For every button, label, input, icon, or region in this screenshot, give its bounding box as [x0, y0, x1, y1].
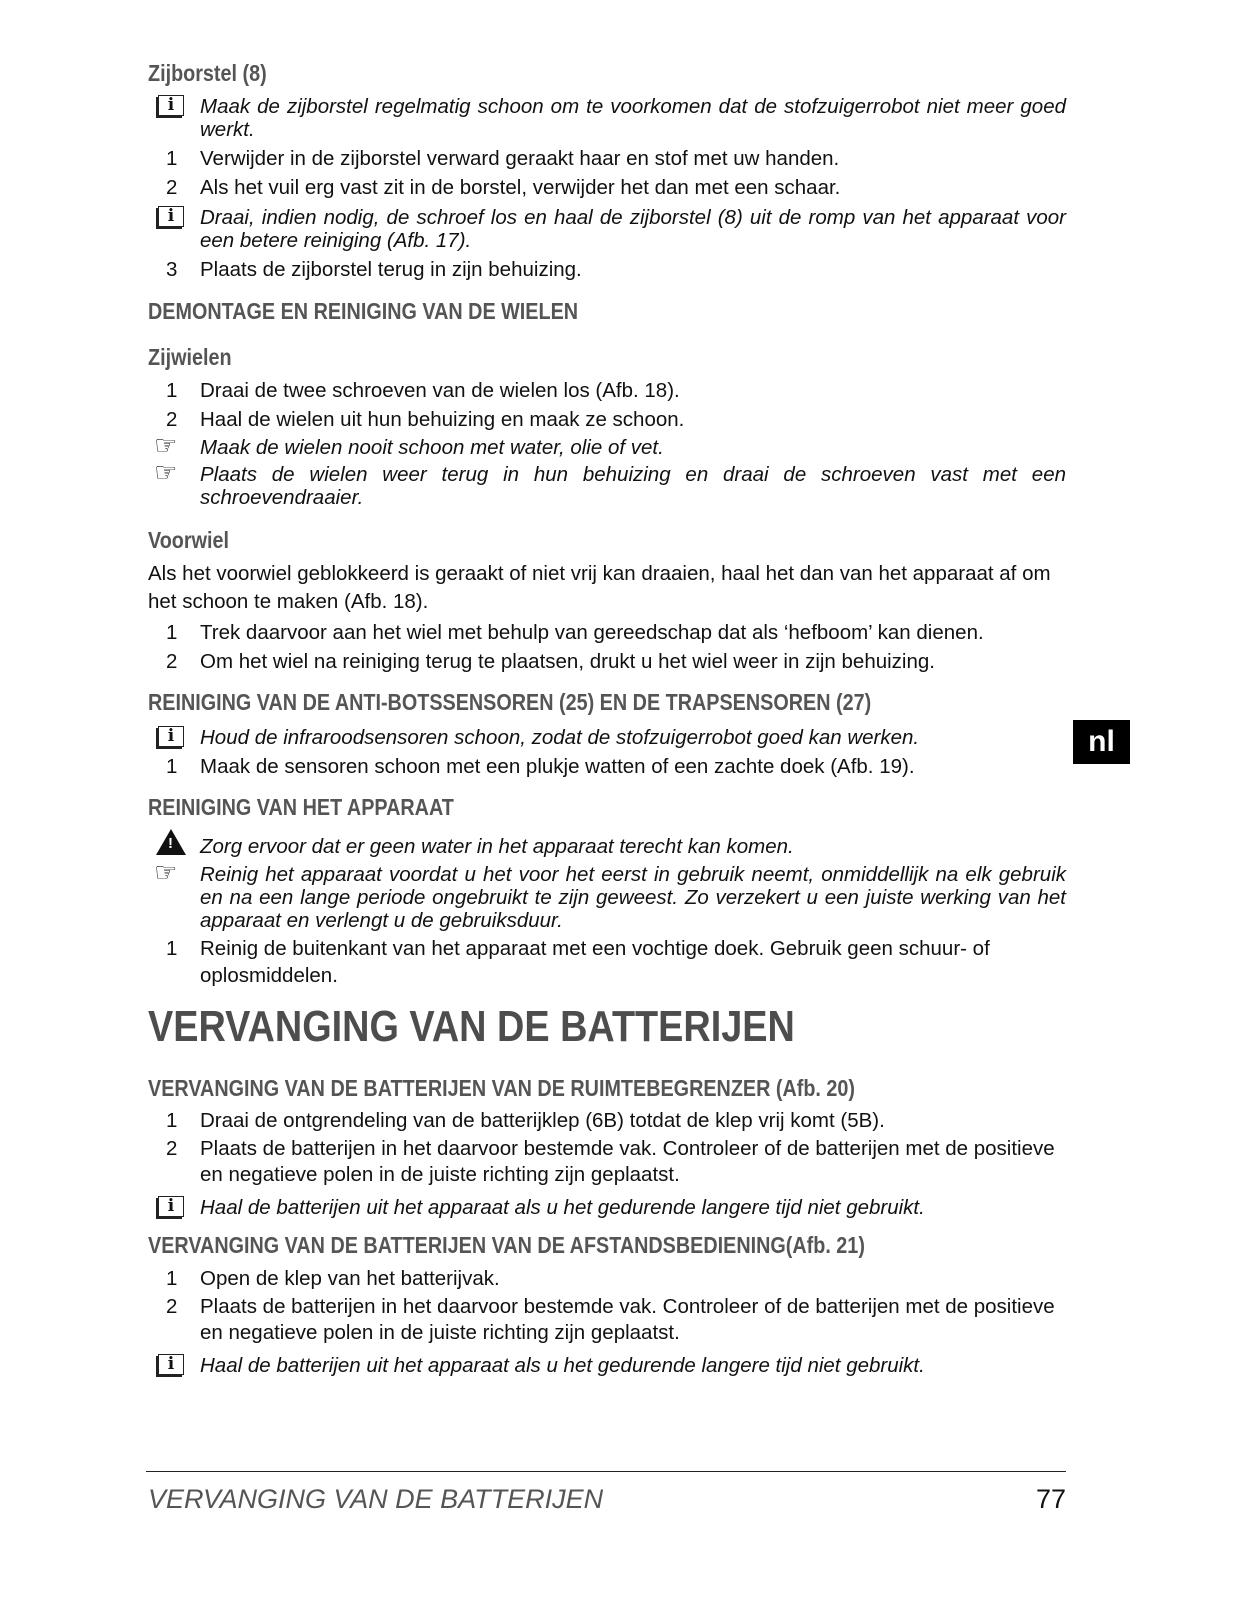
footer-divider — [146, 1471, 1066, 1472]
list-item — [148, 1136, 1066, 1188]
heading-sensoren: REINIGING VAN DE ANTI-BOTSSENSOREN (25) EN DE TRAPSENSOREN (27) — [148, 689, 872, 715]
note-text: Haal de batterijen uit het apparaat als u het gedurende langere tijd niet gebruikt. — [200, 1196, 925, 1219]
list-item — [148, 648, 1066, 675]
note-item — [148, 1196, 1066, 1219]
note-item — [148, 1354, 1066, 1377]
note-text: Houd de infraroodsensoren schoon, zodat de stofzuigerrobot goed kan werken. — [200, 726, 920, 749]
tip-item — [148, 431, 1066, 461]
pointing-hand-icon: ☞ — [154, 858, 178, 888]
pointing-hand-icon: ☞ — [154, 431, 178, 461]
list-text: Om het wiel na reiniging terug te plaatsen, drukt u het wiel weer in zijn behuizing. — [200, 650, 935, 673]
heading-voorwiel: Voorwiel — [148, 527, 229, 553]
list-item — [148, 619, 1066, 646]
list-item — [148, 406, 1066, 433]
list-text: Trek daarvoor aan het wiel met behulp van gereedschap dat als ‘hefboom’ kan dienen. — [200, 621, 984, 644]
note-text: Maak de zijborstel regelmatig schoon om te voorkomen dat de stofzuigerrobot niet meer goed werkt. — [200, 95, 1066, 141]
list-item — [148, 1265, 1066, 1292]
list-text: Plaats de batterijen in het daarvoor bestemde vak. Controleer of de batterijen met de positieve en negatieve polen in de juiste richting zijn geplaatst. — [200, 1137, 1055, 1186]
list-number: 1 — [166, 755, 178, 778]
heading-afstandsbediening: VERVANGING VAN DE BATTERIJEN VAN DE AFSTANDSBEDIENING(Afb. 21) — [148, 1232, 865, 1258]
pointing-hand-icon: ☞ — [154, 458, 178, 488]
list-item — [148, 145, 1066, 172]
note-text: Draai, indien nodig, de schroef los en haal de zijborstel (8) uit de romp van het apparaat voor een betere reiniging (Afb. 17). — [200, 206, 1066, 252]
list-number: 1 — [166, 147, 178, 170]
note-item — [148, 206, 1066, 252]
page-number: 77 — [1035, 1484, 1066, 1514]
page-content — [148, 58, 1066, 1377]
list-text: Draai de twee schroeven van de wielen los (Afb. 18). — [200, 379, 680, 402]
warning-text: Zorg ervoor dat er geen water in het apparaat terecht kan komen. — [200, 835, 794, 858]
heading-wielen: DEMONTAGE EN REINIGING VAN DE WIELEN — [148, 298, 579, 324]
list-item — [148, 1294, 1066, 1346]
note-item — [148, 726, 1066, 749]
list-text: Als het vuil erg vast zit in de borstel, verwijder het dan met een schaar. — [200, 176, 841, 199]
list-number: 1 — [166, 1109, 178, 1132]
tip-text: Maak de wielen nooit schoon met water, olie of vet. — [200, 436, 664, 459]
paragraph: Als het voorwiel geblokkeerd is geraakt of niet vrij kan draaien, haal het dan van het apparaat af om het schoon te maken (Afb. 18). — [148, 562, 1051, 613]
tip-text: Reinig het apparaat voordat u het voor het eerst in gebruik neemt, onmiddellijk na elk gebruik en na een lange periode ongebruikt te zijn geweest. Zo verzekert u een juiste werking van het apparaat en verlengt u de gebruiksduur. — [200, 863, 1066, 932]
chapter-title: VERVANGING VAN DE BATTERIJEN — [148, 1002, 795, 1051]
list-number: 2 — [166, 1137, 178, 1160]
tip-item — [148, 458, 1066, 509]
list-text: Verwijder in de zijborstel verward geraakt haar en stof met uw handen. — [200, 147, 840, 170]
list-text: Reinig de buitenkant van het apparaat met een vochtige doek. Gebruik geen schuur- of oplosmiddelen. — [200, 937, 990, 987]
note-text: Haal de batterijen uit het apparaat als u het gedurende langere tijd niet gebruikt. — [200, 1354, 925, 1377]
list-item — [148, 377, 1066, 404]
list-number: 2 — [166, 408, 178, 431]
list-text: Plaats de batterijen in het daarvoor bestemde vak. Controleer of de batterijen met de positieve en negatieve polen in de juiste richting zijn geplaatst. — [200, 1295, 1055, 1344]
list-item — [148, 1107, 1066, 1134]
list-text: Open de klep van het batterijvak. — [200, 1267, 500, 1290]
list-number: 1 — [166, 1267, 178, 1290]
footer-title: VERVANGING VAN DE BATTERIJEN — [148, 1484, 604, 1514]
list-number: 2 — [166, 650, 178, 673]
info-icon: i — [158, 1196, 184, 1217]
tip-item — [148, 858, 1066, 932]
warning-item — [148, 835, 1066, 858]
list-number: 2 — [166, 1295, 178, 1318]
heading-reiniging-apparaat: REINIGING VAN HET APPARAAT — [148, 794, 454, 820]
info-icon: i — [158, 206, 184, 227]
list-number: 3 — [166, 258, 178, 281]
list-text: Draai de ontgrendeling van de batterijklep (6B) totdat de klep vrij komt (5B). — [200, 1109, 885, 1132]
info-icon: i — [158, 95, 184, 116]
list-item — [148, 256, 1066, 283]
list-text: Maak de sensoren schoon met een plukje watten of een zachte doek (Afb. 19). — [200, 755, 915, 778]
list-item — [148, 174, 1066, 201]
heading-ruimtebegrenzer: VERVANGING VAN DE BATTERIJEN VAN DE RUIMTEBEGRENZER (Afb. 20) — [148, 1075, 856, 1101]
info-icon: i — [158, 1354, 184, 1375]
list-item — [148, 753, 1066, 780]
list-item — [148, 935, 1066, 989]
language-tab: nl — [1073, 720, 1130, 764]
list-number: 1 — [166, 937, 178, 960]
list-number: 1 — [166, 621, 178, 644]
heading-zijborstel: Zijborstel (8) — [148, 60, 267, 86]
list-number: 2 — [166, 176, 178, 199]
list-text: Haal de wielen uit hun behuizing en maak ze schoon. — [200, 408, 685, 431]
info-icon: i — [158, 726, 184, 747]
warning-icon: ! — [156, 829, 186, 855]
list-text: Plaats de zijborstel terug in zijn behuizing. — [200, 258, 582, 281]
list-number: 1 — [166, 379, 178, 402]
tip-text: Plaats de wielen weer terug in hun behuizing en draai de schroeven vast met een schroevendraaier. — [200, 463, 1066, 509]
heading-zijwielen: Zijwielen — [148, 344, 232, 370]
note-item — [148, 95, 1066, 141]
